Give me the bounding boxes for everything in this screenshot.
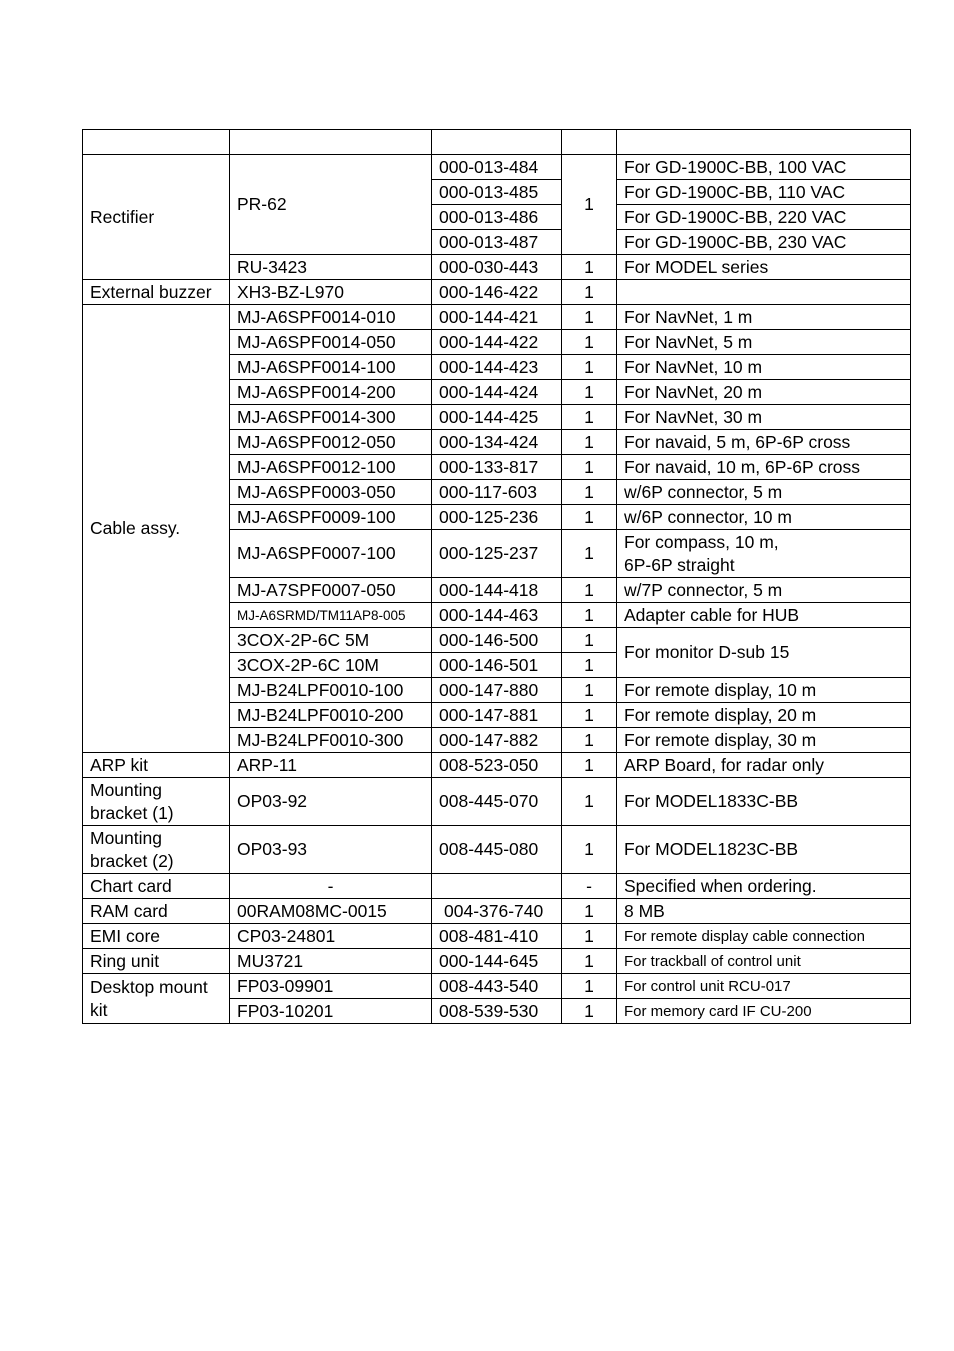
item-name: Ring unit [83, 949, 230, 974]
qty: 1 [562, 703, 617, 728]
code-number: 004-376-740 [432, 899, 562, 924]
code-number: 000-013-484 [432, 155, 562, 180]
code-number: 000-147-880 [432, 678, 562, 703]
remarks: w/6P connector, 5 m [617, 480, 911, 505]
qty: 1 [562, 628, 617, 653]
item-name-line: Mounting [90, 779, 162, 800]
qty: 1 [562, 355, 617, 380]
remarks [617, 280, 911, 305]
remarks: For NavNet, 30 m [617, 405, 911, 430]
code-number: 008-445-080 [432, 826, 562, 874]
item-type: MJ-A6SRMD/TM11AP8-005 [230, 603, 432, 628]
qty: 1 [562, 728, 617, 753]
code-number: 000-144-424 [432, 380, 562, 405]
code-number: 008-445-070 [432, 778, 562, 826]
item-type: OP03-93 [230, 826, 432, 874]
remarks: For monitor D-sub 15 [617, 628, 911, 678]
qty: 1 [562, 305, 617, 330]
qty: 1 [562, 899, 617, 924]
code-number: 000-146-501 [432, 653, 562, 678]
qty: 1 [562, 778, 617, 826]
remarks-multiline [617, 530, 911, 578]
qty: 1 [562, 826, 617, 874]
remarks: For remote display, 30 m [617, 728, 911, 753]
remarks: For MODEL1823C-BB [617, 826, 911, 874]
item-type: MJ-B24LPF0010-300 [230, 728, 432, 753]
item-type: MJ-A6SPF0007-100 [230, 530, 432, 578]
qty: 1 [562, 380, 617, 405]
table-row [83, 155, 911, 180]
item-type: MJ-A6SPF0003-050 [230, 480, 432, 505]
qty: 1 [562, 455, 617, 480]
qty: 1 [562, 753, 617, 778]
remarks: For GD-1900C-BB, 110 VAC [617, 180, 911, 205]
header-cell [617, 130, 911, 155]
qty: 1 [562, 505, 617, 530]
table-row [83, 753, 911, 778]
item-type: CP03-24801 [230, 924, 432, 949]
qty: 1 [562, 924, 617, 949]
header-cell [432, 130, 562, 155]
remarks: w/6P connector, 10 m [617, 505, 911, 530]
qty: 1 [562, 678, 617, 703]
item-name: RAM card [83, 899, 230, 924]
item-name-line: kit [90, 999, 108, 1020]
item-name-multiline [83, 778, 230, 826]
item-type: MJ-A6SPF0014-200 [230, 380, 432, 405]
item-type: RU-3423 [230, 255, 432, 280]
item-name-line: bracket (1) [90, 802, 174, 823]
item-name: Chart card [83, 874, 230, 899]
remarks-line: 6P-6P straight [624, 554, 735, 575]
header-cell [562, 130, 617, 155]
item-type: MU3721 [230, 949, 432, 974]
item-type: MJ-A7SPF0007-050 [230, 578, 432, 603]
item-type: XH3-BZ-L970 [230, 280, 432, 305]
table-row [83, 874, 911, 899]
code-number: 000-013-486 [432, 205, 562, 230]
item-type: MJ-A6SPF0014-050 [230, 330, 432, 355]
remarks: 8 MB [617, 899, 911, 924]
qty: 1 [562, 578, 617, 603]
code-number: 000-013-485 [432, 180, 562, 205]
code-number: 000-144-463 [432, 603, 562, 628]
remarks: For remote display, 10 m [617, 678, 911, 703]
remarks: For NavNet, 20 m [617, 380, 911, 405]
qty: 1 [562, 280, 617, 305]
code-number: 000-030-443 [432, 255, 562, 280]
remarks: Specified when ordering. [617, 874, 911, 899]
remarks: For remote display, 20 m [617, 703, 911, 728]
remarks: For trackball of control unit [617, 949, 911, 974]
table-row [83, 778, 911, 826]
item-name-multiline [83, 974, 230, 1024]
item-type: - [230, 874, 432, 899]
code-number: 000-144-645 [432, 949, 562, 974]
table-row [83, 949, 911, 974]
item-type: MJ-A6SPF0009-100 [230, 505, 432, 530]
remarks: ARP Board, for radar only [617, 753, 911, 778]
item-type: FP03-09901 [230, 974, 432, 999]
remarks: For GD-1900C-BB, 230 VAC [617, 230, 911, 255]
remarks: For MODEL1833C-BB [617, 778, 911, 826]
code-number: 008-523-050 [432, 753, 562, 778]
remarks-line: For compass, 10 m, [624, 531, 779, 552]
item-type: 3COX-2P-6C 10M [230, 653, 432, 678]
item-name-line: Mounting [90, 827, 162, 848]
qty: 1 [562, 949, 617, 974]
remarks: For GD-1900C-BB, 220 VAC [617, 205, 911, 230]
header-row [83, 130, 911, 155]
item-type: MJ-A6SPF0012-100 [230, 455, 432, 480]
item-type: MJ-A6SPF0012-050 [230, 430, 432, 455]
qty: 1 [562, 603, 617, 628]
qty: 1 [562, 530, 617, 578]
item-name: Cable assy. [83, 305, 230, 753]
code-number [432, 874, 562, 899]
table-row [83, 305, 911, 330]
remarks: For MODEL series [617, 255, 911, 280]
code-number: 000-147-881 [432, 703, 562, 728]
remarks: For NavNet, 10 m [617, 355, 911, 380]
qty: 1 [562, 430, 617, 455]
table-row [83, 974, 911, 999]
code-number: 000-144-422 [432, 330, 562, 355]
remarks: w/7P connector, 5 m [617, 578, 911, 603]
code-number: 000-146-500 [432, 628, 562, 653]
remarks: For NavNet, 1 m [617, 305, 911, 330]
table-row [83, 280, 911, 305]
remarks: For navaid, 10 m, 6P-6P cross [617, 455, 911, 480]
code-number: 000-134-424 [432, 430, 562, 455]
qty: 1 [562, 480, 617, 505]
code-number: 000-125-237 [432, 530, 562, 578]
table-row [83, 826, 911, 874]
qty: 1 [562, 653, 617, 678]
qty: 1 [562, 330, 617, 355]
code-number: 008-481-410 [432, 924, 562, 949]
qty: 1 [562, 974, 617, 999]
item-name: Rectifier [83, 155, 230, 280]
header-cell [83, 130, 230, 155]
item-type: MJ-A6SPF0014-100 [230, 355, 432, 380]
item-type: MJ-B24LPF0010-100 [230, 678, 432, 703]
code-number: 000-125-236 [432, 505, 562, 530]
item-type: 3COX-2P-6C 5M [230, 628, 432, 653]
qty: 1 [562, 999, 617, 1024]
code-number: 008-443-540 [432, 974, 562, 999]
table-row [83, 899, 911, 924]
code-number: 000-147-882 [432, 728, 562, 753]
remarks: For NavNet, 5 m [617, 330, 911, 355]
code-number: 000-144-418 [432, 578, 562, 603]
item-name: ARP kit [83, 753, 230, 778]
remarks: Adapter cable for HUB [617, 603, 911, 628]
remarks: For navaid, 5 m, 6P-6P cross [617, 430, 911, 455]
code-number: 000-133-817 [432, 455, 562, 480]
code-number: 000-146-422 [432, 280, 562, 305]
item-name-line: Desktop mount [90, 976, 208, 997]
remarks: For control unit RCU-017 [617, 974, 911, 999]
table-row [83, 924, 911, 949]
code-number: 008-539-530 [432, 999, 562, 1024]
code-number: 000-144-425 [432, 405, 562, 430]
code-number: 000-117-603 [432, 480, 562, 505]
item-name-line: bracket (2) [90, 850, 174, 871]
item-name: External buzzer [83, 280, 230, 305]
item-type: FP03-10201 [230, 999, 432, 1024]
remarks: For GD-1900C-BB, 100 VAC [617, 155, 911, 180]
item-type: MJ-A6SPF0014-300 [230, 405, 432, 430]
optional-equipment-table [82, 129, 911, 1024]
item-type: PR-62 [230, 155, 432, 255]
item-type: MJ-A6SPF0014-010 [230, 305, 432, 330]
qty: 1 [562, 155, 617, 255]
code-number: 000-144-421 [432, 305, 562, 330]
qty: - [562, 874, 617, 899]
remarks: For memory card IF CU-200 [617, 999, 911, 1024]
qty: 1 [562, 405, 617, 430]
qty: 1 [562, 255, 617, 280]
item-type: MJ-B24LPF0010-200 [230, 703, 432, 728]
code-number: 000-144-423 [432, 355, 562, 380]
remarks: For remote display cable connection [617, 924, 911, 949]
item-type: 00RAM08MC-0015 [230, 899, 432, 924]
item-type: ARP-11 [230, 753, 432, 778]
item-type: OP03-92 [230, 778, 432, 826]
header-cell [230, 130, 432, 155]
item-name: EMI core [83, 924, 230, 949]
code-number: 000-013-487 [432, 230, 562, 255]
item-name-multiline [83, 826, 230, 874]
